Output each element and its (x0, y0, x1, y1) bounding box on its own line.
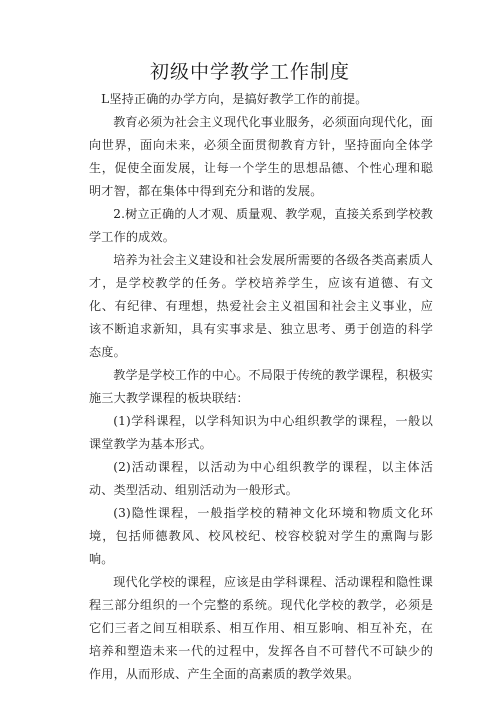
paragraph-principle-1: L坚持正确的办学方向，是搞好教学工作的前提。 (101, 92, 368, 106)
paragraph-activity-curriculum: (2)活动课程，以活动为中心组织教学的课程，以主体活动、类型活动、组别活动为一般形式。 (89, 460, 433, 497)
paragraph-education-service: 教育必须为社会主义现代化事业服务，必须面向现代化，面向世界，面向未来，必须全面贯彻教育方针，坚持面向全体学生，促使全面发展，让每一个学生的思想品德、个性心理和聪明才智，都在集体中得到充分和谐的发展。 (89, 115, 433, 198)
document-body (89, 88, 433, 686)
document-title: 初级中学教学工作制度 (149, 61, 350, 83)
paragraph-teaching-center: 教学是学校工作的中心。不局限于传统的教学课程，积极实施三大教学课程的板块联结： (89, 368, 433, 405)
paragraph-modern-curriculum: 现代化学校的课程，应该是由学科课程、活动课程和隐性课程三部分组织的一个完整的系统。现代化学校的教学，必须是它们三者之间互相联系、相互作用、相互影响、相互补充，在培养和塑造未来一代的过程中，发挥各自不可替代不可缺少的作用，从而形成、产生全面的高素质的教学效果。 (89, 575, 433, 681)
paragraph-talent-training: 培养为社会主义建设和社会发展所需要的各级各类高素质人才，是学校教学的任务。学校培养学生，应该有道德、有文化、有纪律、有理想，热爱社会主义祖国和社会主义事业，应该不断追求新知，具有实事求是、独立思考、勇于创造的科学态度。 (89, 253, 433, 359)
paragraph-hidden-curriculum: (3)隐性课程，一般指学校的精神文化环境和物质文化环境，包括师德教风、校风校纪、校容校貌对学生的熏陶与影响。 (89, 506, 433, 566)
paragraph-principle-2: 2.树立正确的人才观、质量观、教学观，直接关系到学校教学工作的成效。 (89, 207, 433, 244)
paragraph-subject-curriculum: (1)学科课程，以学科知识为中心组织教学的课程，一般以课堂教学为基本形式。 (89, 414, 433, 451)
